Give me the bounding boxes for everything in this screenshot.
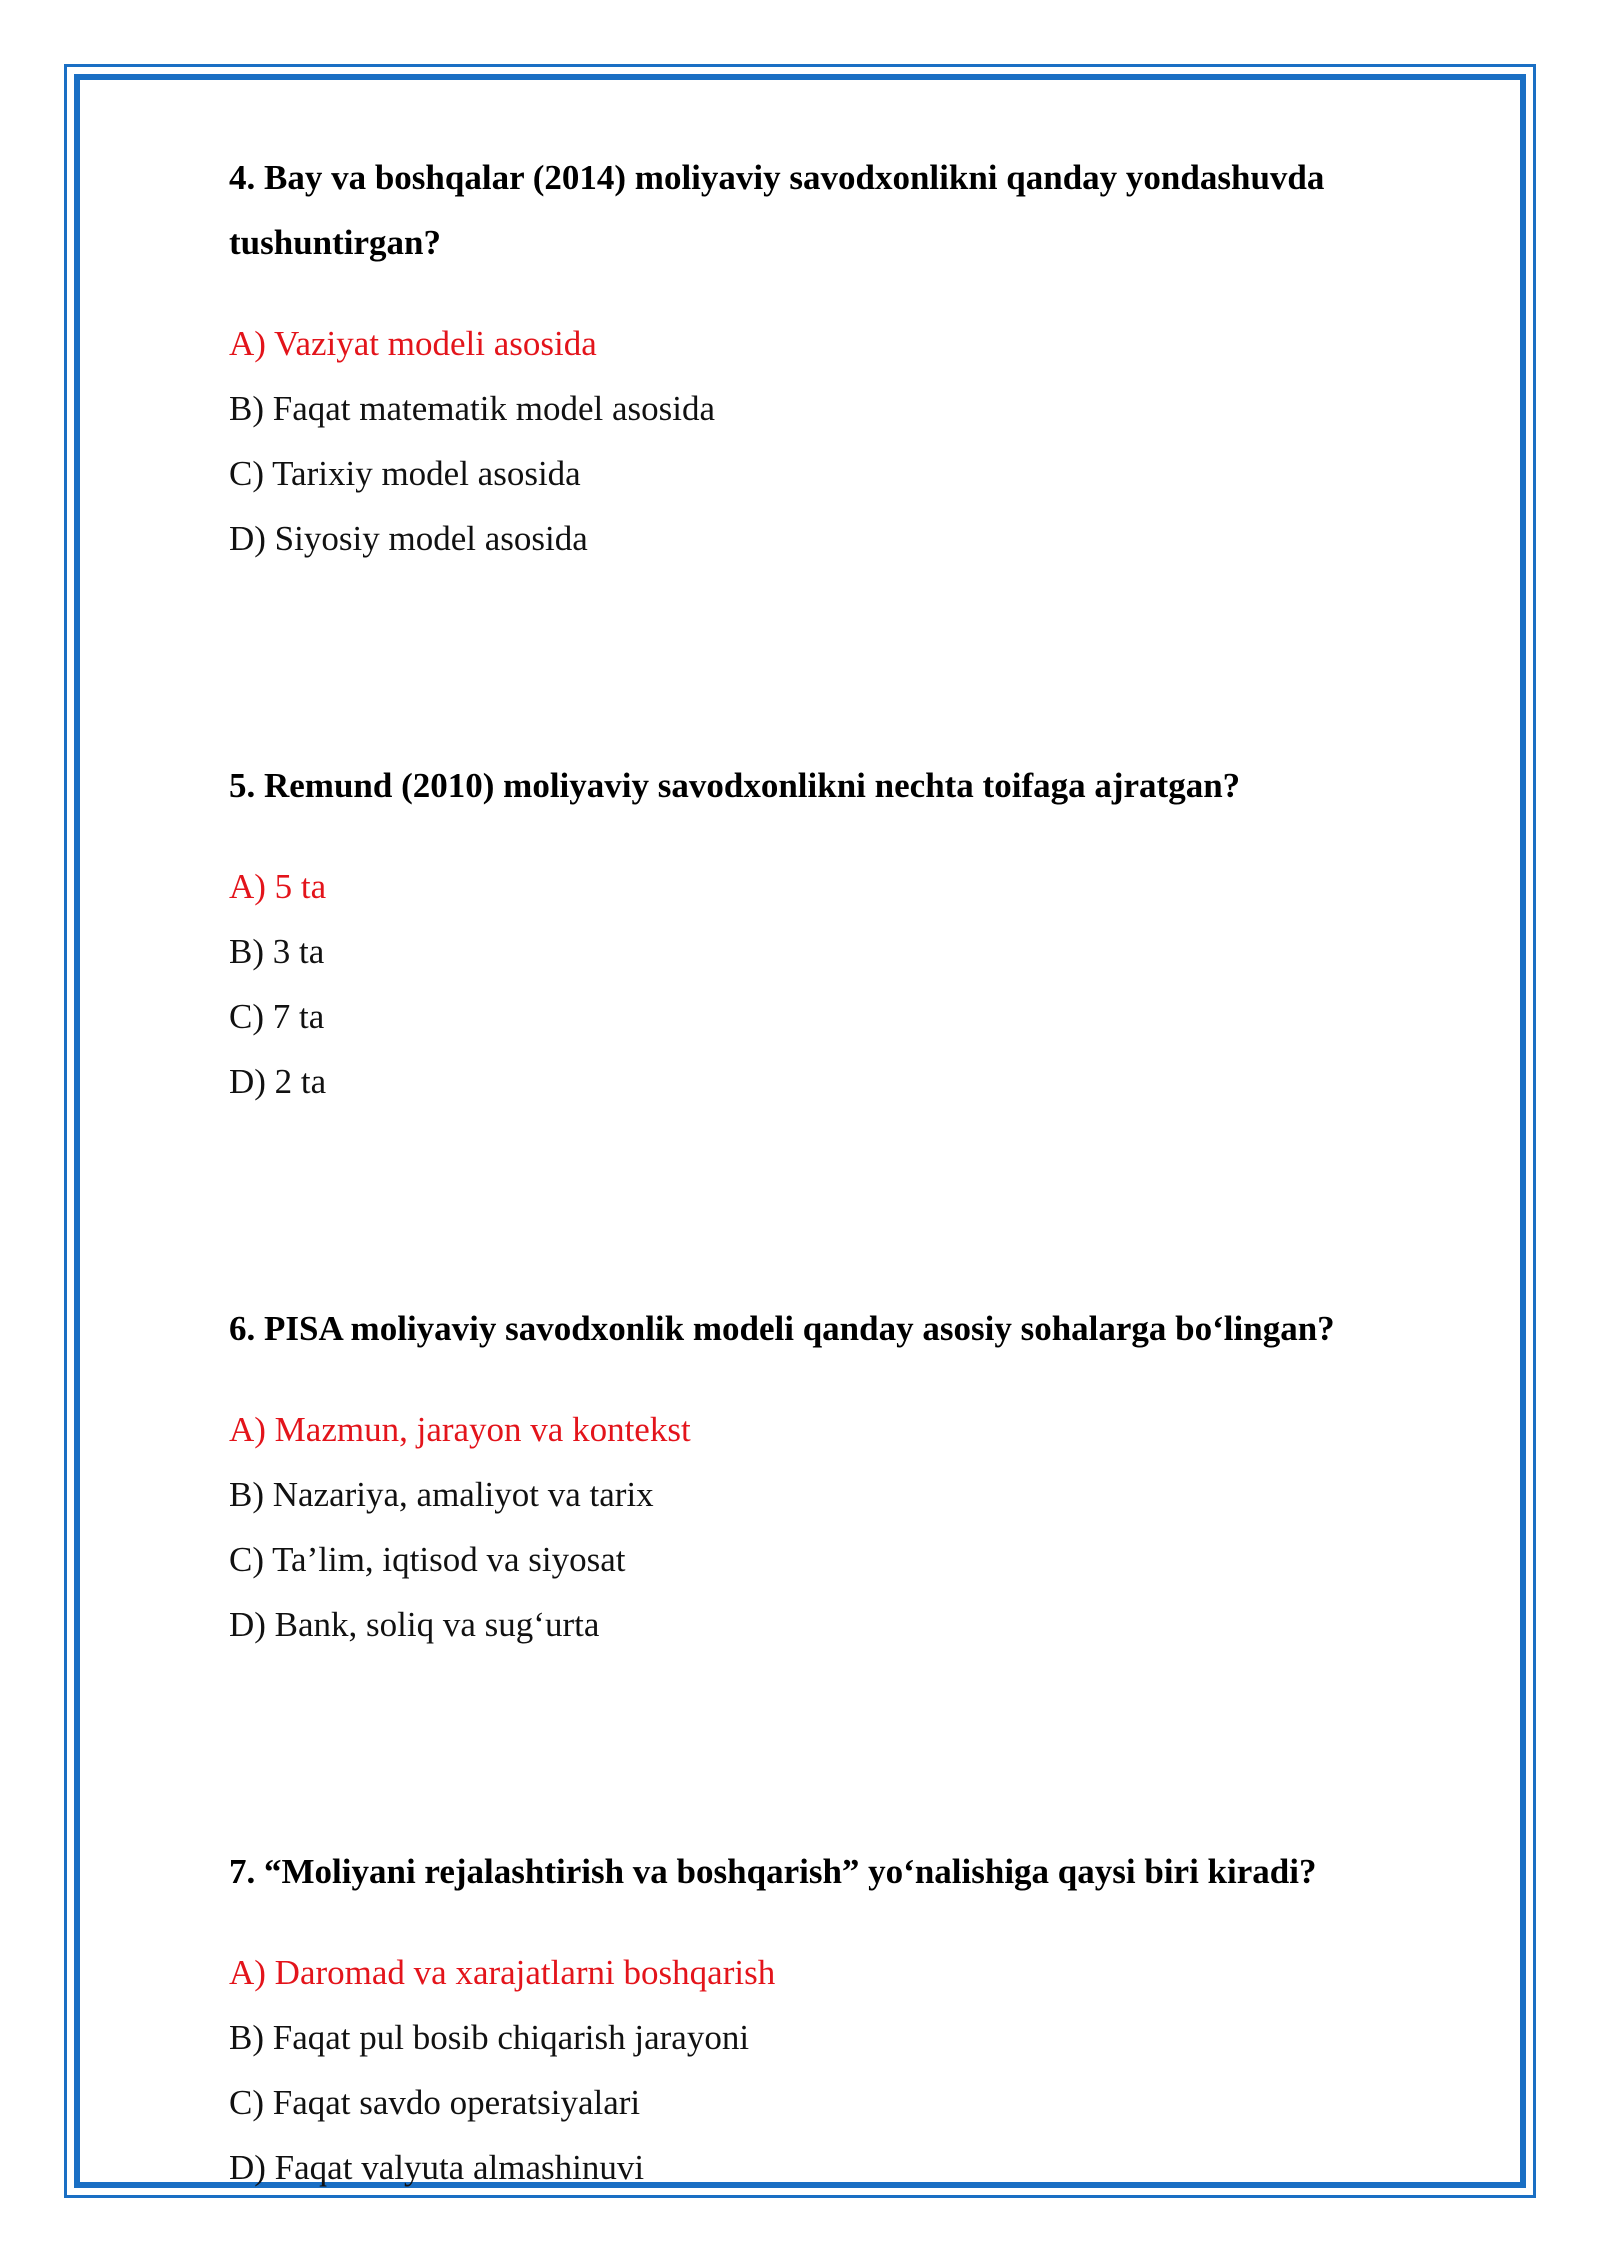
quiz-content bbox=[229, 145, 1429, 2200]
option-d: D) Siyosiy model asosida bbox=[229, 519, 588, 558]
option-a-correct: A) Vaziyat modeli asosida bbox=[229, 324, 597, 363]
question-7 bbox=[229, 1839, 1429, 2200]
answer-options bbox=[229, 311, 1429, 571]
option-a-correct: A) Mazmun, jarayon va kontekst bbox=[229, 1410, 691, 1449]
question-spacer bbox=[229, 1114, 1429, 1296]
option-d: D) Bank, soliq va sug‘urta bbox=[229, 1605, 600, 1644]
option-a-correct: A) 5 ta bbox=[229, 867, 327, 906]
question-spacer bbox=[229, 571, 1429, 753]
question-text: 6. PISA moliyaviy savodxonlik modeli qanday asosiy sohalarga bo‘lingan? bbox=[229, 1309, 1335, 1348]
question-spacer bbox=[229, 1657, 1429, 1839]
option-d: D) 2 ta bbox=[229, 1062, 327, 1101]
option-c: C) Ta’lim, iqtisod va siyosat bbox=[229, 1540, 626, 1579]
option-d: D) Faqat valyuta almashinuvi bbox=[229, 2148, 645, 2187]
option-c: C) Tarixiy model asosida bbox=[229, 454, 581, 493]
answer-options bbox=[229, 854, 1429, 1114]
question-text: 5. Remund (2010) moliyaviy savodxonlikni nechta toifaga ajratgan? bbox=[229, 766, 1241, 805]
option-c: C) Faqat savdo operatsiyalari bbox=[229, 2083, 641, 2122]
option-b: B) 3 ta bbox=[229, 932, 325, 971]
answer-options bbox=[229, 1940, 1429, 2200]
question-4 bbox=[229, 145, 1429, 571]
option-c: C) 7 ta bbox=[229, 997, 325, 1036]
question-text: 4. Bay va boshqalar (2014) moliyaviy savodxonlikni qanday yondashuvda tushuntirgan? bbox=[229, 158, 1325, 262]
answer-options bbox=[229, 1397, 1429, 1657]
option-a-correct: A) Daromad va xarajatlarni boshqarish bbox=[229, 1953, 776, 1992]
question-5 bbox=[229, 753, 1429, 1114]
question-text: 7. “Moliyani rejalashtirish va boshqarish” yo‘nalishiga qaysi biri kiradi? bbox=[229, 1852, 1317, 1891]
option-b: B) Nazariya, amaliyot va tarix bbox=[229, 1475, 654, 1514]
question-6 bbox=[229, 1296, 1429, 1657]
option-b: B) Faqat matematik model asosida bbox=[229, 389, 716, 428]
option-b: B) Faqat pul bosib chiqarish jarayoni bbox=[229, 2018, 750, 2057]
